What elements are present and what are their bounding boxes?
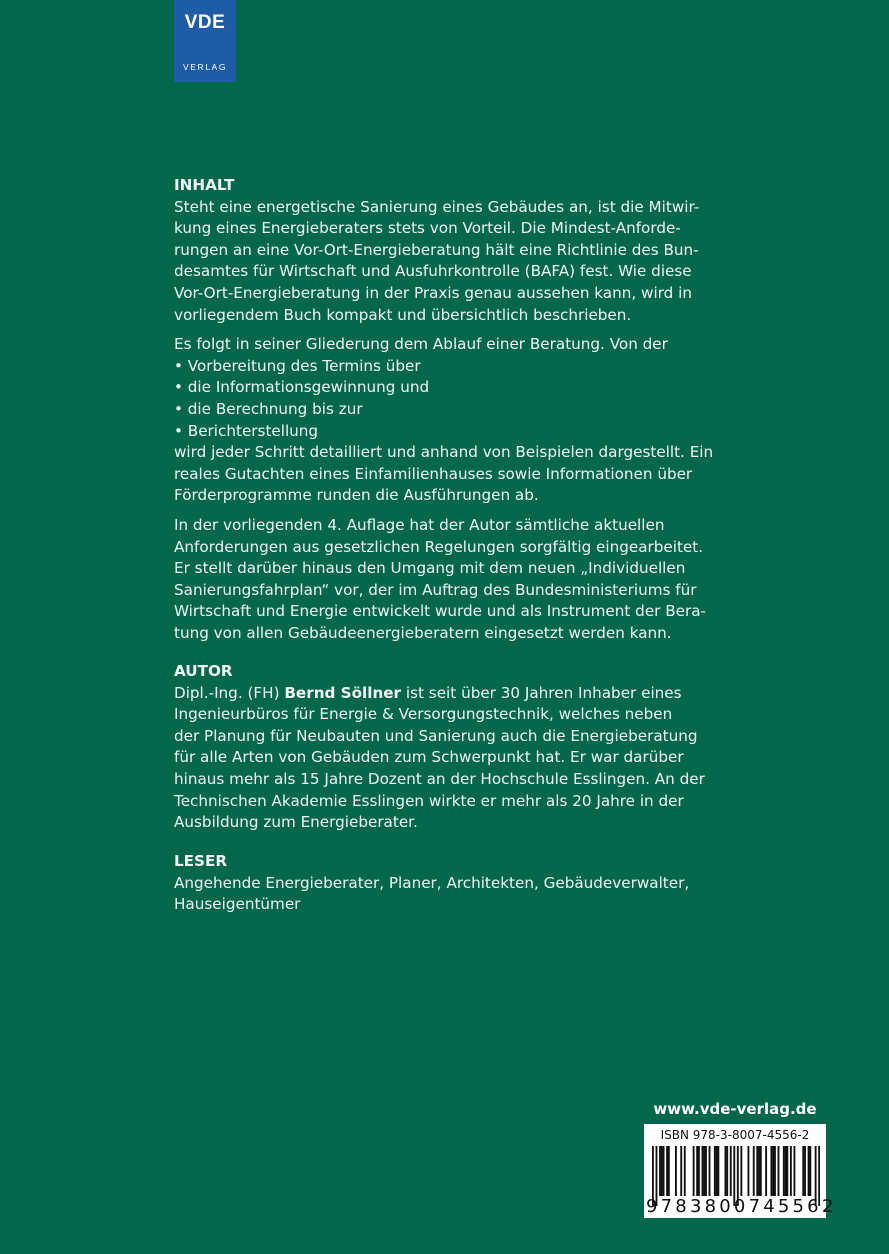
text-line: • Vorbereitung des Termins über xyxy=(174,356,421,375)
barcode-bar xyxy=(778,1146,780,1196)
text-line: Steht eine energetische Sanierung eines Gebäudes an, ist die Mitwir- xyxy=(174,197,700,216)
barcode-bar xyxy=(740,1146,742,1196)
autor-name: Bernd Söllner xyxy=(284,683,402,702)
text-line: Es folgt in seiner Gliederung dem Ablauf einer Beratung. Von der xyxy=(174,335,668,354)
barcode-bar xyxy=(663,1146,665,1196)
autor-heading: AUTOR xyxy=(174,662,233,680)
barcode-bar xyxy=(809,1146,811,1196)
text-line: wird jeder Schritt detailliert und anhand von Beispielen dargestellt. Ein xyxy=(174,443,714,462)
text-line: kung eines Energieberaters stets von Vorteil. Die Mindest-Anforde- xyxy=(174,219,681,238)
barcode-bar xyxy=(696,1146,698,1196)
inhalt-paragraph xyxy=(174,334,713,507)
barcode-bar xyxy=(705,1146,707,1196)
barcode-bar xyxy=(714,1146,716,1196)
barcode-bar xyxy=(725,1146,727,1196)
barcode-bar xyxy=(666,1146,668,1196)
logo-verlag-text: VERLAG xyxy=(182,62,228,72)
text-line: rungen an eine Vor-Ort-Energieberatung hält eine Richtlinie des Bun- xyxy=(174,240,699,259)
barcode-bar xyxy=(785,1146,787,1196)
text-line: Förderprogramme runden die Ausführungen ab. xyxy=(174,486,539,505)
barcode-bar xyxy=(758,1146,760,1196)
text-line: Anforderungen aus gesetzlichen Regelungen sorgfältig eingearbeitet. xyxy=(174,537,704,556)
barcode-bar xyxy=(783,1146,785,1196)
barcode-bar xyxy=(802,1146,804,1196)
text-line: der Planung für Neubauten und Sanierung auch die Energieberatung xyxy=(174,726,698,745)
text-line: In der vorliegenden 4. Auflage hat der Autor sämtliche aktuellen xyxy=(174,515,665,534)
text-line: Vor-Ort-Energieberatung in der Praxis genau aussehen kann, wird in xyxy=(174,283,692,302)
text-line: Er stellt darüber hinaus den Umgang mit dem neuen „Individuellen xyxy=(174,559,686,578)
text-line: tung von allen Gebäudeenergieberatern eingesetzt werden kann. xyxy=(174,623,672,642)
barcode-bar xyxy=(760,1146,762,1196)
barcode-bar xyxy=(675,1146,677,1196)
barcode-bar xyxy=(698,1146,700,1196)
barcode-bar xyxy=(684,1146,686,1196)
barcode-bar xyxy=(716,1146,718,1196)
barcode-bar xyxy=(756,1146,758,1196)
barcode-bar xyxy=(790,1146,792,1196)
barcode-bar xyxy=(804,1146,806,1196)
text-line: • Berichterstellung xyxy=(174,421,319,440)
text-line: • die Informationsgewinnung und xyxy=(174,378,430,397)
barcode-bar xyxy=(668,1146,670,1196)
barcode-bar xyxy=(786,1146,788,1196)
leser-section xyxy=(174,851,689,916)
autor-section xyxy=(174,661,705,834)
text-line: Sanierungsfahrplan“ vor, der im Auftrag des Bundesministeriums für xyxy=(174,580,697,599)
barcode-bar xyxy=(693,1146,695,1196)
barcode-bar xyxy=(808,1146,810,1196)
barcode-bar xyxy=(680,1146,682,1196)
barcode-bar xyxy=(661,1146,663,1196)
isbn-label: ISBN 978-3-8007-4556-2 xyxy=(660,1128,810,1142)
barcode-bar xyxy=(772,1146,774,1196)
text-line: vorliegendem Buch kompakt und übersichtlich beschrieben. xyxy=(174,305,632,324)
barcode-bar xyxy=(726,1146,728,1196)
text-line: für alle Arten von Gebäuden zum Schwerpunkt hat. Er war darüber xyxy=(174,748,684,767)
barcode-bar xyxy=(747,1146,749,1196)
autor-title: Dipl.-Ing. (FH) xyxy=(174,683,285,702)
text-line: hinaus mehr als 15 Jahre Dozent an der Hochschule Esslingen. An der xyxy=(174,769,705,788)
isbn-barcode xyxy=(644,1124,837,1218)
barcode-bar xyxy=(770,1146,772,1196)
barcode-bar xyxy=(765,1146,767,1196)
inhalt-heading: INHALT xyxy=(174,176,235,194)
barcode-bar xyxy=(702,1146,704,1196)
autor-first-line xyxy=(174,683,705,705)
text-line: desamtes für Wirtschaft und Ausfuhrkontrolle (BAFA) fest. Wie diese xyxy=(174,262,692,281)
leser-line: Angehende Energieberater, Planer, Architekten, Gebäudeverwalter, xyxy=(174,873,690,892)
barcode-bar xyxy=(793,1146,795,1196)
barcode-bar xyxy=(774,1146,776,1196)
website-link[interactable]: www.vde-verlag.de xyxy=(653,1100,817,1118)
inhalt-section xyxy=(174,175,713,644)
text-line: • die Berechnung bis zur xyxy=(174,399,363,418)
logo-vde-text: VDE xyxy=(184,12,226,33)
barcode-bar xyxy=(709,1146,711,1196)
text-line: Ingenieurbüros für Energie & Versorgungstechnik, welches neben xyxy=(174,705,673,724)
barcode-bar xyxy=(730,1146,732,1196)
text-line: reales Gutachten eines Einfamilienhauses sowie Informationen über xyxy=(174,464,693,483)
inhalt-paragraph xyxy=(174,197,713,327)
leser-heading: LESER xyxy=(174,852,228,870)
leser-line: Hauseigentümer xyxy=(174,895,301,914)
text-line: Ausbildung zum Energieberater. xyxy=(174,813,418,832)
inhalt-paragraph xyxy=(174,515,713,645)
text-line: Wirtschaft und Energie entwickelt wurde und als Instrument der Bera- xyxy=(174,602,707,621)
vde-verlag-logo xyxy=(174,0,236,82)
text-line: Technischen Akademie Esslingen wirkte er mehr als 20 Jahre in der xyxy=(174,791,684,810)
barcode-bar xyxy=(703,1146,705,1196)
barcode-bar xyxy=(659,1146,661,1196)
barcode-bar xyxy=(717,1146,719,1196)
barcode-digits: 9783800745562 xyxy=(646,1196,837,1217)
autor-first-line-rest: ist seit über 30 Jahren Inhaber eines xyxy=(401,683,682,702)
barcode-bar xyxy=(753,1146,755,1196)
